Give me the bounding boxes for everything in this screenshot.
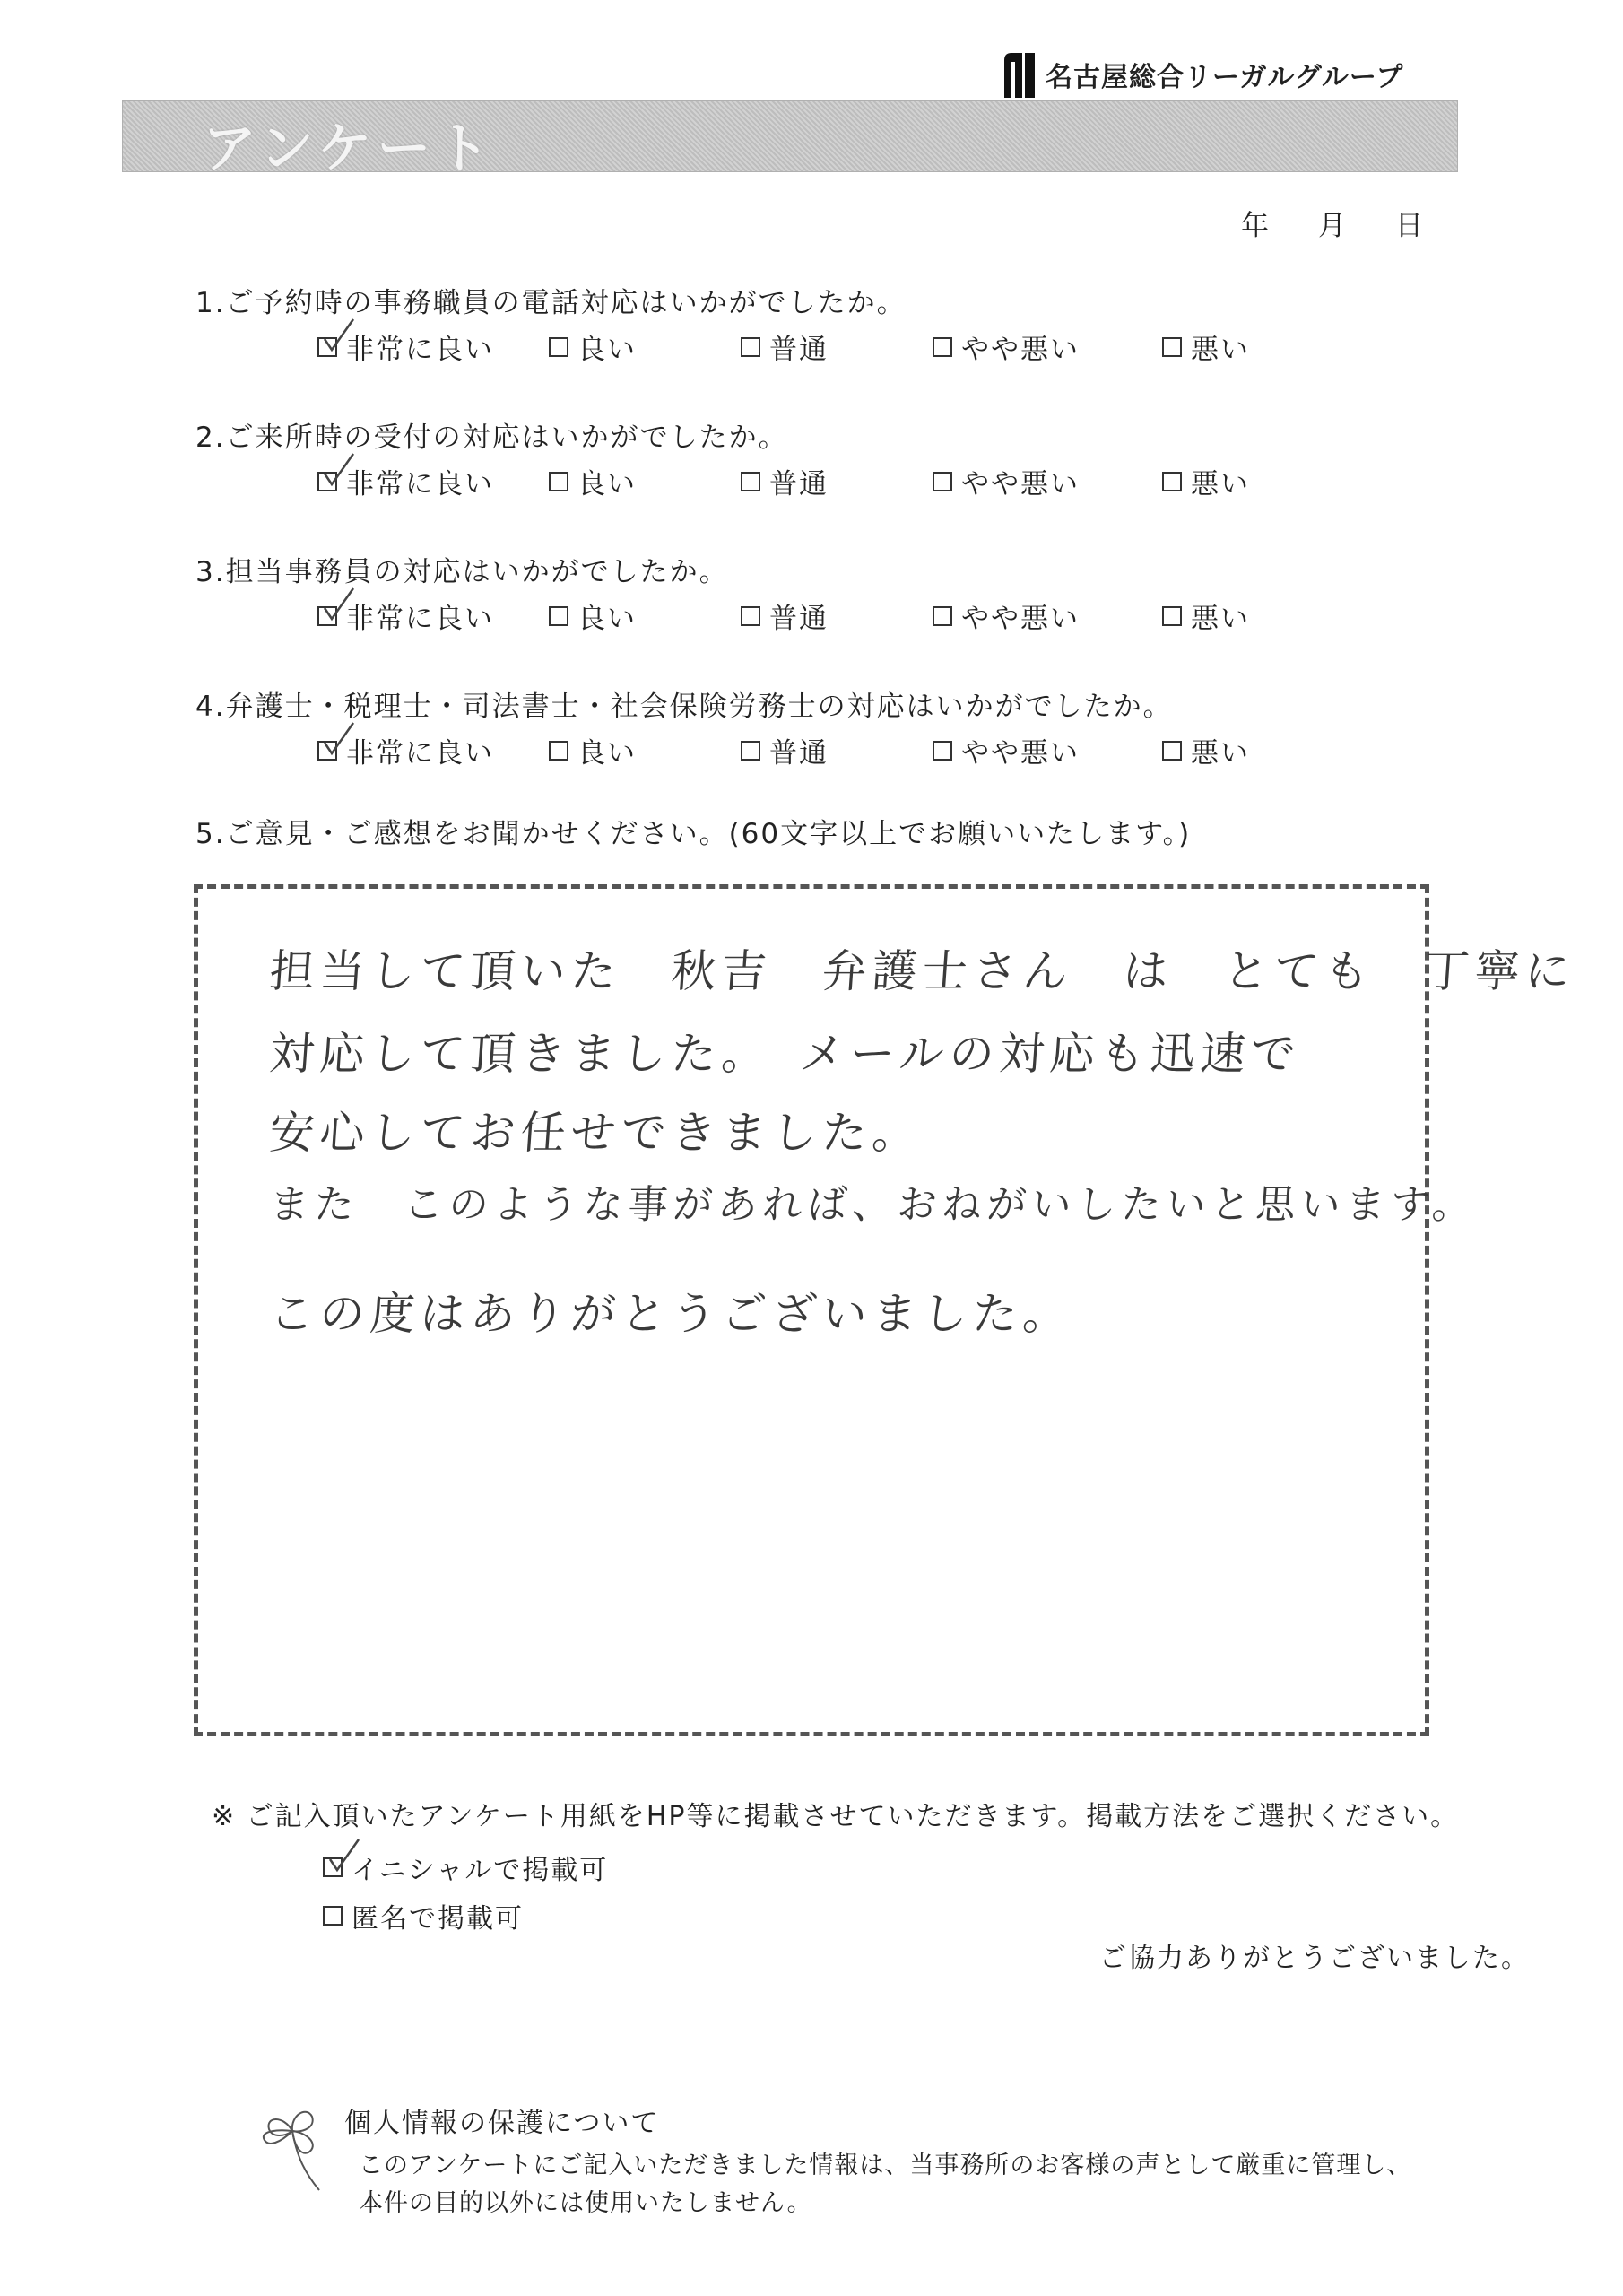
checkbox[interactable] [1162,606,1182,626]
rating-option[interactable] [1162,730,1250,770]
question-text: 担当事務員の対応はいかがでしたか。 [225,556,729,588]
rating-option-label: 悪い [1191,737,1250,770]
checkbox[interactable] [741,741,760,761]
question-2 [195,414,788,455]
rating-option-label: 良い [577,334,637,366]
checkbox[interactable] [1162,741,1182,761]
rating-option[interactable] [549,596,637,636]
checkbox[interactable] [317,472,337,491]
rating-option-label: 悪い [1191,334,1250,366]
rating-option-label: 非常に良い [346,737,494,770]
check-mark-icon [323,454,359,490]
checkbox[interactable] [549,472,568,491]
comment-number: 5. [195,818,226,850]
date-day-label: 日 [1395,210,1423,242]
question-4 [195,683,1173,724]
question-1 [195,280,907,320]
rating-option[interactable] [549,326,637,367]
rating-option-label: 普通 [769,468,829,500]
rating-option[interactable] [933,596,1080,636]
check-mark-icon [328,1839,364,1875]
publication-option-label: イニシャルで掲載可 [352,1855,609,1886]
checkbox[interactable] [323,1906,343,1926]
checkbox[interactable] [741,472,760,491]
rating-option-label: 悪い [1191,603,1250,635]
comment-line: 担当して頂いた 秋吉 弁護士さん は とても 丁寧に [267,945,1577,997]
question-text: 弁護士・税理士・司法書士・社会保険労務士の対応はいかがでしたか。 [225,691,1173,723]
comment-line: また このような事があれば、おねがいしたいと思います。 [267,1182,1479,1228]
comment-prompt-text: ご意見・ご感想をお聞かせください。(60文字以上でお願いいたします。) [225,818,1192,850]
checkbox[interactable] [741,337,760,357]
checkbox[interactable] [549,741,568,761]
checkbox[interactable] [933,472,952,491]
checkbox[interactable] [549,337,568,357]
question-number: 1. [195,287,226,319]
publication-option-anonymous[interactable] [323,1896,524,1935]
rating-option[interactable] [741,461,829,501]
rating-option[interactable] [933,326,1080,367]
rating-option-label: やや悪い [961,334,1080,366]
title-band [122,100,1458,180]
checkbox[interactable] [933,741,952,761]
rating-option[interactable] [741,596,829,636]
checkbox[interactable] [323,1857,343,1877]
question-text: ご来所時の受付の対応はいかがでしたか。 [225,422,788,454]
rating-option[interactable] [741,326,829,367]
publication-option-label: 匿名で掲載可 [352,1903,524,1935]
brand-logo [1002,50,1403,99]
privacy-body-line: このアンケートにご記入いただきました情報は、当事務所のお客様の声として厳重に管理し、 [359,2152,1412,2179]
date-year-label: 年 [1241,210,1269,242]
rating-option[interactable] [317,730,494,770]
rating-option-label: 良い [577,603,637,635]
checkbox[interactable] [741,606,760,626]
rating-option-label: やや悪い [961,737,1080,770]
privacy-title: 個人情報の保護について [344,2108,660,2139]
question-text: ご予約時の事務職員の電話対応はいかがでしたか。 [225,287,907,319]
rating-option[interactable] [317,461,494,501]
check-mark-icon [323,588,359,624]
rating-option[interactable] [933,730,1080,770]
comment-answer-box[interactable] [194,884,1577,1736]
checkbox[interactable] [317,741,337,761]
question-number: 2. [195,422,226,454]
rating-option[interactable] [1162,326,1250,367]
comment-line: この度はありがとうございました。 [267,1288,1075,1340]
rating-option[interactable] [549,461,637,501]
comment-line: 安心してお任せできました。 [267,1107,924,1159]
rating-option-label: やや悪い [961,468,1080,500]
page-title: アンケート [203,117,496,180]
checkbox[interactable] [1162,472,1182,491]
checkbox[interactable] [933,606,952,626]
rating-option[interactable] [317,596,494,636]
rating-option-label: 非常に良い [346,334,494,366]
rating-option-label: 普通 [769,737,829,770]
rating-option-label: やや悪い [961,603,1080,635]
checkbox[interactable] [549,606,568,626]
question-3 [195,549,729,589]
rating-option[interactable] [933,461,1080,501]
rating-option[interactable] [1162,596,1250,636]
rating-option[interactable] [317,326,494,367]
question-number: 3. [195,556,226,588]
rating-option-label: 普通 [769,603,829,635]
rating-option[interactable] [1162,461,1250,501]
rating-option[interactable] [741,730,829,770]
comment-prompt [195,811,1191,851]
rating-option-label: 良い [577,468,637,500]
question-number: 4. [195,691,226,723]
date-month-label: 月 [1318,210,1346,242]
rating-option-label: 悪い [1191,468,1250,500]
publication-option-initials[interactable] [323,1848,608,1887]
checkbox[interactable] [933,337,952,357]
checkbox[interactable] [317,337,337,357]
publication-notice: ※ ご記入頂いたアンケート用紙をHP等に掲載させていただきます。掲載方法をご選択ください。 [212,1801,1460,1832]
check-mark-icon [323,723,359,759]
clover-icon [256,2097,328,2196]
comment-line: 対応して頂きました。 メールの対応も迅速で [267,1028,1303,1080]
brand-name: 名古屋総合リーガルグループ [1046,62,1404,93]
rating-option-label: 良い [577,737,637,770]
closing-message: ご協力ありがとうございました。 [1099,1943,1530,1974]
checkbox[interactable] [1162,337,1182,357]
brand-mark-icon [1002,51,1037,98]
rating-option-label: 非常に良い [346,603,494,635]
checkbox[interactable] [317,606,337,626]
privacy-body-line: 本件の目的以外には使用いたしません。 [359,2189,812,2217]
rating-option[interactable] [549,730,637,770]
rating-option-label: 普通 [769,334,829,366]
rating-option-label: 非常に良い [346,468,494,500]
check-mark-icon [323,319,359,355]
